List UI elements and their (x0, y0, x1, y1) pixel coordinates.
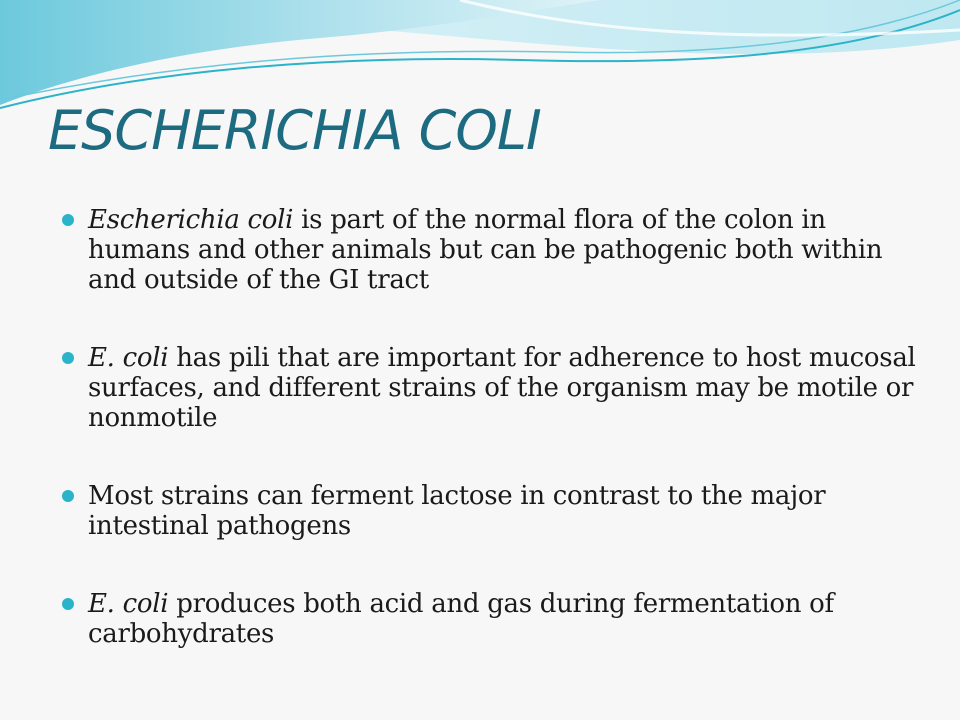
bullet-text: Most strains can ferment lactose in contrast to the major intestinal pathogens (88, 481, 826, 541)
bullet-dot-icon (62, 352, 74, 364)
bullet-text: is part of the normal flora of the colon in humans and other animals but can be pathogenic both within and outside of the GI tract (88, 205, 883, 295)
list-item (62, 205, 922, 295)
bullet-dot-icon (62, 598, 74, 610)
list-item (62, 589, 922, 649)
bullet-text: has pili that are important for adherence to host mucosal surfaces, and different strains of the organism may be motile or nonmotile (88, 343, 916, 433)
bullet-list (62, 205, 922, 697)
list-item (62, 343, 922, 433)
bullet-emphasis: E. coli (88, 589, 169, 619)
bullet-text: produces both acid and gas during fermentation of carbohydrates (88, 589, 834, 649)
bullet-emphasis: Escherichia coli (88, 205, 294, 235)
bullet-dot-icon (62, 490, 74, 502)
bullet-emphasis: E. coli (88, 343, 169, 373)
list-item (62, 481, 922, 541)
bullet-dot-icon (62, 214, 74, 226)
slide-title: ESCHERICHIA COLI (48, 99, 541, 162)
